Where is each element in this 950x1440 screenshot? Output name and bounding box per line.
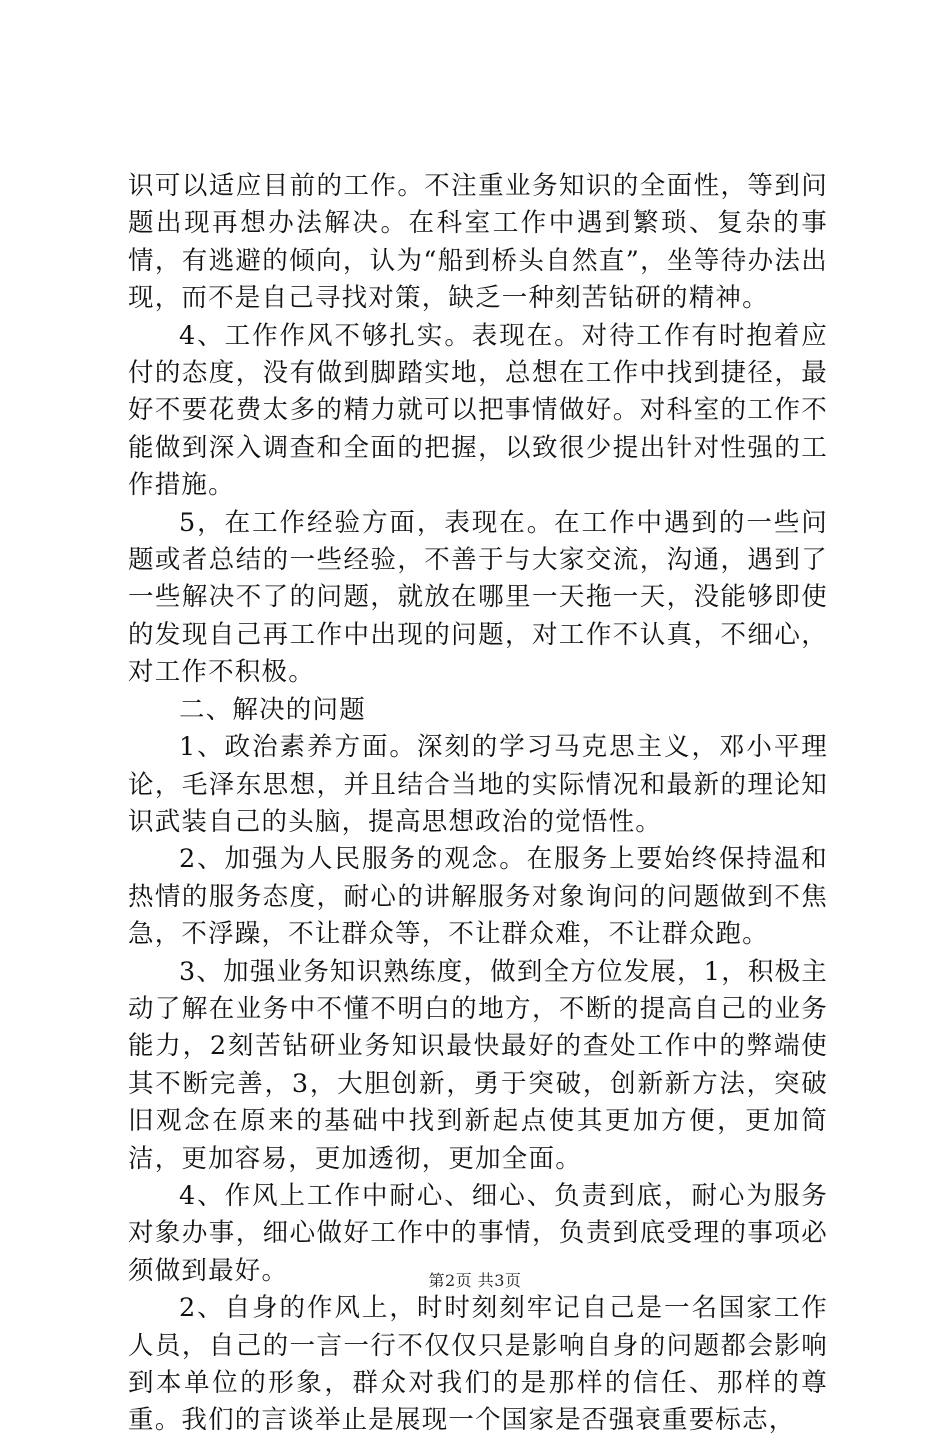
page-footer: 第2页 共3页 — [428, 1271, 522, 1290]
paragraph-solution-2-self-conduct: 2、自身的作风上，时时刻刻牢记自己是一名国家工作人员，自己的一言一行不仅仅只是影响自身的问题都会影响到本单位的形象，群众对我们的是那样的信任、那样的尊重。我们的言谈举止是展现一个国家是否强衰重要标志， — [128, 1293, 828, 1436]
paragraph-solution-2-service: 2、加强为人民服务的观念。在服务上要始终保持温和热情的服务态度，耐心的讲解服务对象询问的问题做到不焦急，不浮躁，不让群众等，不让群众难，不让群众跑。 — [128, 844, 828, 950]
paragraph-continuation: 识可以适应目前的工作。不注重业务知识的全面性，等到问题出现再想办法解决。在科室工作中遇到繁琐、复杂的事情，有逃避的倾向，认为“船到桥头自然直”，坐等待办法出现，而不是自己寻找对策，缺乏一种刻苦钻研的精神。 — [128, 171, 828, 314]
paragraph-item-5-work-experience: 5，在工作经验方面，表现在。在工作中遇到的一些问题或者总结的一些经验，不善于与大家交流，沟通，遇到了一些解决不了的问题，就放在哪里一天拖一天，没能够即使的发现自己再工作中出现的问题，对工作不认真，不细心，对工作不积极。 — [128, 507, 828, 688]
paragraph-solution-3-business-knowledge: 3、加强业务知识熟练度，做到全方位发展，1，积极主动了解在业务中不懂不明白的地方，不断的提高自己的业务能力，2刻苦钻研业务知识最快最好的查处工作中的弊端使其不断完善，3，大胆创新，勇于突破，创新新方法，突破旧观念在原来的基础中找到新起点使其更加方便，更加简洁，更加容易，更加透彻，更加全面。 — [128, 956, 828, 1174]
paragraph-solution-4-work-style: 4、作风上工作中耐心、细心、负责到底，耐心为服务对象办事，细心做好工作中的事情，负责到底受理的事项必须做到最好。 — [128, 1180, 828, 1286]
paragraph-solution-1-political: 1、政治素养方面。深刻的学习马克思主义，邓小平理论，毛泽东思想，并且结合当地的实际情况和最新的理论知识武装自己的头脑，提高思想政治的觉悟性。 — [128, 732, 828, 837]
document-body — [128, 168, 828, 1440]
paragraph-item-4-work-style: 4、工作作风不够扎实。表现在。对待工作有时抱着应付的态度，没有做到脚踏实地，总想在工作中找到捷径，最好不要花费太多的精力就可以把事情做好。对科室的工作不能做到深入调查和全面的把握，以致很少提出针对性强的工作措施。 — [128, 320, 828, 501]
section-heading-solutions: 二、解决的问题 — [179, 694, 366, 725]
